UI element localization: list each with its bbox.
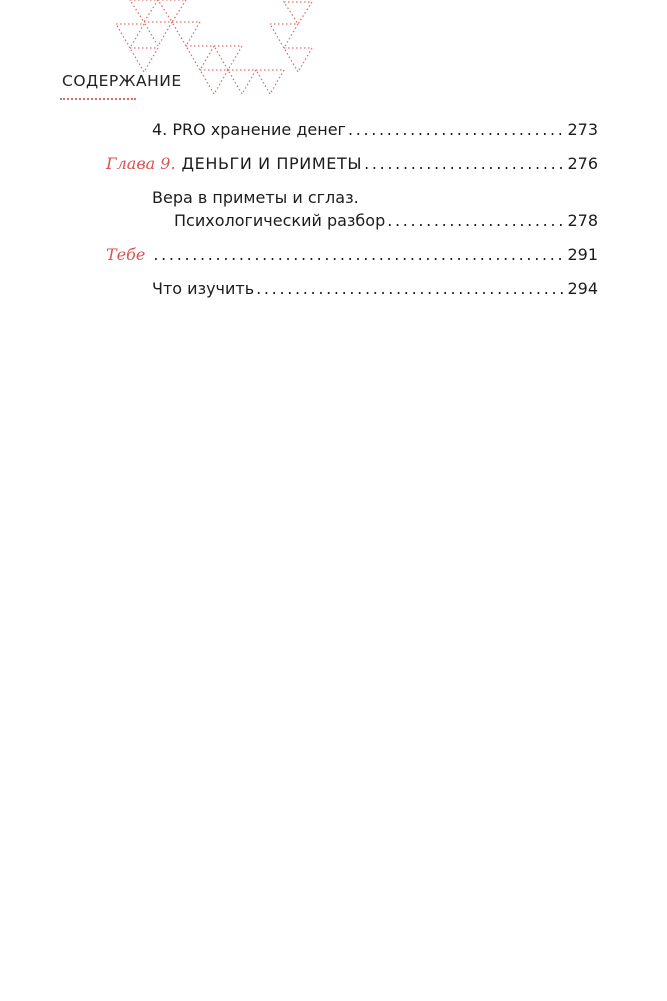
- dot-leader: [256, 279, 565, 299]
- toc-entry-title: 4. PRO хранение денег: [152, 120, 346, 139]
- toc-entry[interactable]: [152, 188, 598, 231]
- dot-leader: [153, 245, 565, 265]
- toc-entry-page: 294: [567, 279, 598, 298]
- toc-entry[interactable]: [152, 279, 598, 299]
- toc-entry-title-line2: Психологический разбор: [174, 211, 386, 230]
- toc-chapter-entry[interactable]: [106, 154, 598, 174]
- toc-entry-page: 273: [567, 120, 598, 139]
- chapter-label: Тебе: [106, 245, 146, 264]
- dot-leader: [364, 154, 565, 174]
- toc-entry-title-line1: Вера в приметы и сглаз.: [152, 188, 359, 207]
- toc-chapter-entry[interactable]: [106, 245, 598, 265]
- toc-entry[interactable]: [152, 120, 598, 140]
- toc-entry-page: 291: [567, 245, 598, 264]
- dot-leader: [387, 211, 565, 231]
- toc-entry-title: Что изучить: [152, 279, 255, 298]
- chapter-label: Глава 9.: [106, 154, 176, 173]
- toc-entry-page: 276: [567, 154, 598, 173]
- dot-leader: [348, 120, 566, 140]
- toc-entry-title: ДЕНЬГИ И ПРИМЕТЫ: [181, 154, 363, 173]
- section-title: СОДЕРЖАНИЕ: [62, 72, 186, 90]
- toc-entry-page: 278: [567, 211, 598, 230]
